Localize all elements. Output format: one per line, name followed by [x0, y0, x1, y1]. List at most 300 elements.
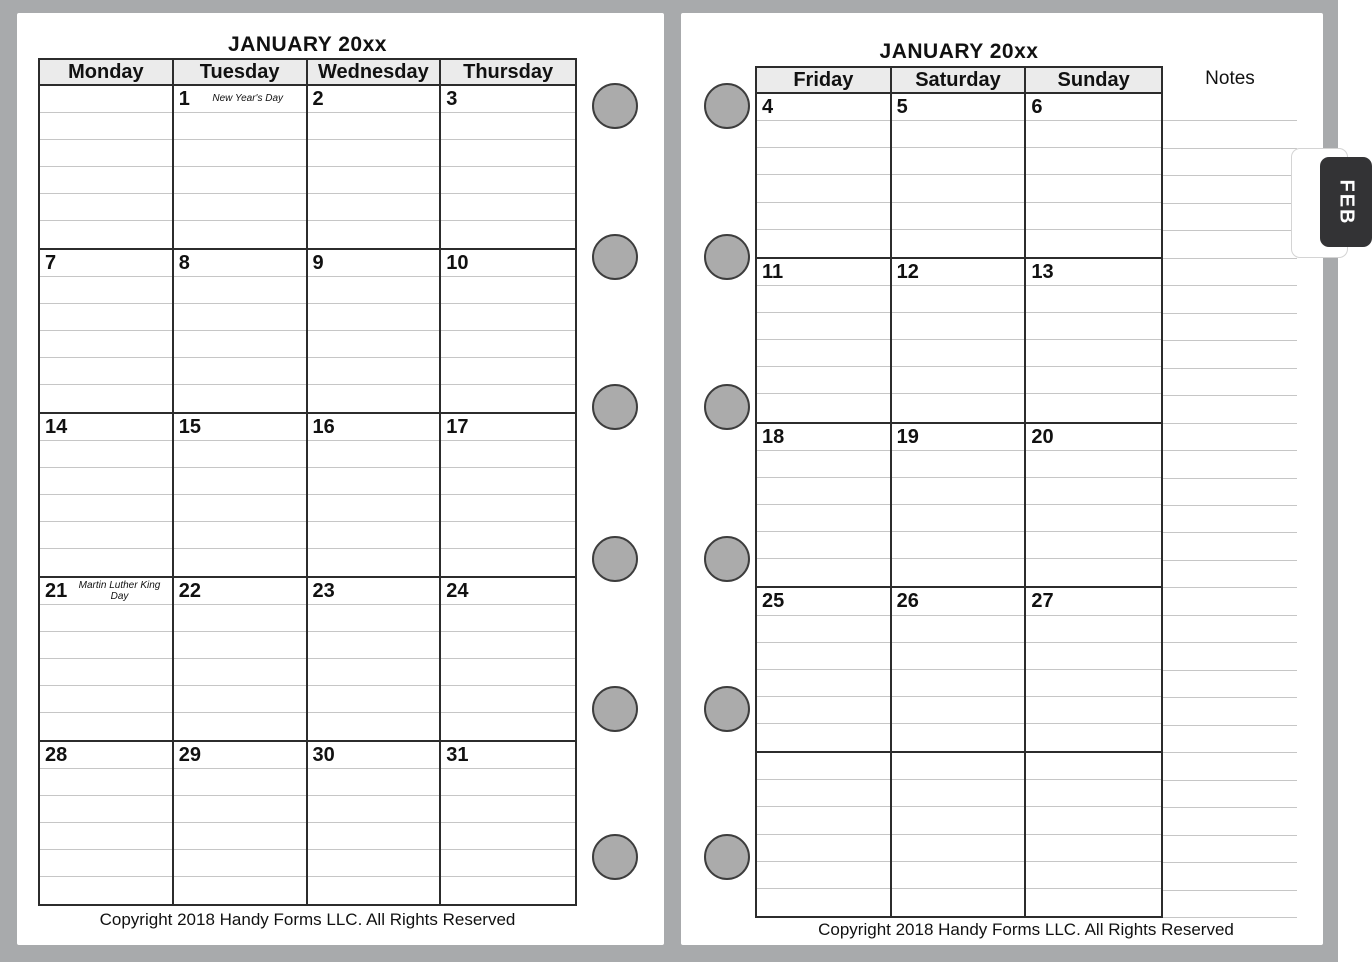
binder-hole — [704, 536, 750, 582]
notes-line — [1163, 863, 1297, 890]
writing-line — [174, 850, 306, 877]
left-calendar-body — [40, 86, 575, 904]
writing-line — [1026, 862, 1161, 889]
day-cell-23 — [308, 578, 442, 740]
day-number-row — [1026, 424, 1161, 451]
writing-line — [1026, 175, 1161, 202]
writing-line — [892, 697, 1025, 724]
writing-line — [757, 286, 890, 313]
writing-line — [40, 221, 172, 248]
writing-line — [174, 358, 306, 385]
writing-line — [308, 713, 440, 740]
day-number: 22 — [178, 580, 201, 602]
writing-line — [892, 203, 1025, 230]
day-number-row — [40, 414, 172, 441]
day-cell-21 — [40, 578, 174, 740]
day-number: 13 — [1031, 260, 1054, 283]
day-cell-empty — [1026, 753, 1161, 916]
writing-line — [174, 823, 306, 850]
writing-line — [892, 121, 1025, 148]
day-number: 8 — [178, 252, 190, 274]
writing-line — [757, 230, 890, 257]
day-cell-3 — [441, 86, 575, 248]
right-calendar-grid — [755, 66, 1163, 918]
writing-line — [441, 877, 575, 904]
day-number: 12 — [896, 260, 919, 283]
writing-line — [40, 522, 172, 549]
week-row — [757, 257, 1161, 422]
writing-line — [308, 522, 440, 549]
writing-line — [308, 277, 440, 304]
day-number: 29 — [178, 744, 201, 766]
writing-line — [308, 167, 440, 194]
day-number-row — [757, 94, 890, 121]
writing-line — [757, 175, 890, 202]
writing-line — [892, 616, 1025, 643]
writing-line — [40, 796, 172, 823]
writing-line — [441, 713, 575, 740]
month-tab-feb[interactable] — [1320, 157, 1372, 247]
day-number-row — [757, 588, 890, 615]
writing-line — [174, 441, 306, 468]
holiday-label: Martin Luther King Day — [78, 579, 161, 602]
writing-line — [892, 835, 1025, 862]
writing-line — [40, 850, 172, 877]
writing-line — [757, 889, 890, 916]
writing-line — [441, 632, 575, 659]
writing-line — [1026, 148, 1161, 175]
writing-line — [1026, 203, 1161, 230]
writing-line — [892, 862, 1025, 889]
writing-line — [1026, 532, 1161, 559]
day-number: 5 — [896, 96, 908, 119]
day-number: 24 — [446, 580, 469, 602]
day-number-row — [757, 259, 890, 286]
writing-line — [308, 331, 440, 358]
notes-line — [1163, 149, 1297, 176]
day-cell-6 — [1026, 94, 1161, 257]
day-cell-9 — [308, 250, 442, 412]
writing-line — [757, 643, 890, 670]
writing-line — [1026, 340, 1161, 367]
day-cell-14 — [40, 414, 174, 576]
writing-line — [441, 113, 575, 140]
week-row — [757, 751, 1161, 916]
day-number-row — [40, 742, 172, 769]
writing-line — [441, 769, 575, 796]
writing-line — [40, 686, 172, 713]
copyright-left: Copyright 2018 Handy Forms LLC. All Rights Reserved — [99, 910, 516, 929]
writing-line — [757, 697, 890, 724]
day-number-row — [174, 86, 306, 113]
day-number: 6 — [1031, 96, 1043, 119]
writing-line — [1026, 835, 1161, 862]
week-row — [40, 248, 575, 412]
writing-line — [441, 441, 575, 468]
writing-line — [441, 522, 575, 549]
writing-line — [308, 659, 440, 686]
writing-line — [40, 331, 172, 358]
writing-line — [1026, 889, 1161, 916]
day-cell-20 — [1026, 424, 1161, 587]
notes-line — [1163, 891, 1297, 918]
day-number-row — [174, 250, 306, 277]
writing-line — [174, 167, 306, 194]
notes-line — [1163, 176, 1297, 203]
left-page — [17, 13, 664, 945]
binder-hole — [704, 384, 750, 430]
day-header-thursday: Thursday — [463, 60, 554, 83]
day-cell-31 — [441, 742, 575, 904]
writing-line — [174, 468, 306, 495]
writing-line — [757, 340, 890, 367]
writing-line — [757, 807, 890, 834]
notes-line — [1163, 94, 1297, 121]
day-number-row — [1026, 94, 1161, 121]
day-number-row — [892, 259, 1025, 286]
writing-line — [40, 632, 172, 659]
day-number-row — [174, 414, 306, 441]
day-number-row — [40, 86, 172, 113]
day-cell-24 — [441, 578, 575, 740]
writing-line — [174, 605, 306, 632]
notes-line — [1163, 231, 1297, 258]
day-number-row — [1026, 753, 1161, 780]
day-number-row — [40, 250, 172, 277]
week-row — [40, 576, 575, 740]
notes-line — [1163, 396, 1297, 423]
writing-line — [441, 823, 575, 850]
notes-line — [1163, 341, 1297, 368]
day-number: 16 — [312, 416, 335, 438]
writing-line — [40, 659, 172, 686]
writing-line — [1026, 478, 1161, 505]
writing-line — [757, 451, 890, 478]
day-number: 3 — [446, 88, 458, 110]
right-calendar-body — [757, 94, 1161, 916]
writing-line — [892, 478, 1025, 505]
writing-line — [441, 850, 575, 877]
day-cell-15 — [174, 414, 308, 576]
notes-line — [1163, 204, 1297, 231]
day-cell-18 — [757, 424, 892, 587]
day-number: 21 — [45, 580, 68, 602]
week-row — [40, 740, 575, 904]
writing-line — [308, 632, 440, 659]
day-number-row — [757, 424, 890, 451]
writing-line — [1026, 505, 1161, 532]
writing-line — [40, 769, 172, 796]
day-number-row — [1026, 588, 1161, 615]
writing-line — [40, 385, 172, 412]
writing-line — [308, 605, 440, 632]
writing-line — [441, 495, 575, 522]
writing-line — [308, 194, 440, 221]
writing-line — [174, 632, 306, 659]
day-number-row — [892, 588, 1025, 615]
notes-line — [1163, 121, 1297, 148]
writing-line — [757, 148, 890, 175]
writing-line — [441, 358, 575, 385]
holiday-label: New Year's Day — [212, 93, 284, 105]
week-row — [40, 86, 575, 248]
day-cell-2 — [308, 86, 442, 248]
writing-line — [757, 505, 890, 532]
notes-line — [1163, 643, 1297, 670]
day-cell-empty — [40, 86, 174, 248]
day-number: 15 — [178, 416, 201, 438]
writing-line — [441, 659, 575, 686]
day-cell-13 — [1026, 259, 1161, 422]
writing-line — [308, 358, 440, 385]
day-number: 14 — [45, 416, 68, 438]
writing-line — [892, 532, 1025, 559]
day-header-tuesday: Tuesday — [174, 60, 308, 84]
day-number-row — [441, 250, 575, 277]
writing-line — [40, 468, 172, 495]
writing-line — [174, 659, 306, 686]
writing-line — [174, 194, 306, 221]
day-number: 2 — [312, 88, 324, 110]
writing-line — [174, 113, 306, 140]
day-cell-empty — [757, 753, 892, 916]
writing-line — [892, 670, 1025, 697]
writing-line — [308, 140, 440, 167]
writing-line — [892, 780, 1025, 807]
writing-line — [40, 113, 172, 140]
writing-line — [308, 686, 440, 713]
writing-line — [40, 605, 172, 632]
writing-line — [757, 478, 890, 505]
day-number: 7 — [45, 252, 57, 274]
writing-line — [892, 340, 1025, 367]
notes-line — [1163, 506, 1297, 533]
writing-line — [1026, 286, 1161, 313]
day-cell-10 — [441, 250, 575, 412]
writing-line — [308, 113, 440, 140]
day-number: 17 — [446, 416, 469, 438]
writing-line — [892, 505, 1025, 532]
writing-line — [892, 394, 1025, 421]
day-cell-1 — [174, 86, 308, 248]
writing-line — [308, 385, 440, 412]
writing-line — [1026, 807, 1161, 834]
binder-hole — [704, 234, 750, 280]
writing-line — [174, 140, 306, 167]
day-cell-22 — [174, 578, 308, 740]
day-cell-7 — [40, 250, 174, 412]
binder-hole — [704, 686, 750, 732]
writing-line — [892, 643, 1025, 670]
notes-heading: Notes — [1205, 68, 1255, 89]
day-header-saturday: Saturday — [892, 68, 1027, 92]
day-cell-4 — [757, 94, 892, 257]
notes-line — [1163, 753, 1297, 780]
writing-line — [308, 850, 440, 877]
day-number: 20 — [1031, 425, 1054, 448]
binder-hole — [704, 83, 750, 129]
writing-line — [40, 358, 172, 385]
day-number-row — [174, 578, 306, 605]
writing-line — [892, 148, 1025, 175]
day-number: 26 — [896, 590, 919, 613]
writing-line — [308, 304, 440, 331]
day-number: 18 — [762, 425, 785, 448]
writing-line — [1026, 313, 1161, 340]
writing-line — [441, 686, 575, 713]
writing-line — [892, 724, 1025, 751]
writing-line — [174, 304, 306, 331]
writing-line — [1026, 451, 1161, 478]
left-calendar-grid — [38, 58, 577, 906]
writing-line — [441, 277, 575, 304]
writing-line — [308, 549, 440, 576]
day-header-monday: Monday — [40, 60, 174, 84]
notes-line — [1163, 369, 1297, 396]
day-number: 23 — [312, 580, 335, 602]
notes-line — [1163, 533, 1297, 560]
writing-line — [892, 175, 1025, 202]
writing-line — [174, 713, 306, 740]
writing-line — [892, 313, 1025, 340]
writing-line — [892, 286, 1025, 313]
writing-line — [1026, 616, 1161, 643]
day-number-row — [308, 742, 440, 769]
writing-line — [757, 724, 890, 751]
notes-line — [1163, 616, 1297, 643]
day-cell-8 — [174, 250, 308, 412]
writing-line — [1026, 559, 1161, 586]
writing-line — [1026, 230, 1161, 257]
writing-line — [441, 194, 575, 221]
day-header-friday: Friday — [757, 68, 892, 92]
notes-line — [1163, 781, 1297, 808]
day-number: 27 — [1031, 590, 1054, 613]
day-cell-26 — [892, 588, 1027, 751]
writing-line — [174, 331, 306, 358]
day-header-sunday: Sunday — [1057, 68, 1130, 91]
right-day-header-row — [757, 68, 1161, 94]
writing-line — [174, 796, 306, 823]
writing-line — [892, 230, 1025, 257]
day-number-row — [174, 742, 306, 769]
copyright-right: Copyright 2018 Handy Forms LLC. All Rights Reserved — [818, 920, 1234, 939]
writing-line — [1026, 394, 1161, 421]
notes-line — [1163, 671, 1297, 698]
notes-line — [1163, 808, 1297, 835]
binder-hole — [592, 83, 638, 129]
writing-line — [441, 549, 575, 576]
day-cell-19 — [892, 424, 1027, 587]
binder-hole — [592, 234, 638, 280]
binder-hole — [704, 834, 750, 880]
day-number: 25 — [762, 590, 785, 613]
week-row — [40, 412, 575, 576]
writing-line — [1026, 697, 1161, 724]
writing-line — [757, 394, 890, 421]
writing-line — [1026, 367, 1161, 394]
writing-line — [441, 468, 575, 495]
writing-line — [174, 686, 306, 713]
writing-line — [308, 796, 440, 823]
day-number-row — [308, 578, 440, 605]
day-number: 11 — [762, 260, 784, 283]
notes-line — [1163, 259, 1297, 286]
writing-line — [441, 605, 575, 632]
day-number-row — [441, 742, 575, 769]
writing-line — [892, 451, 1025, 478]
day-number-row — [892, 753, 1025, 780]
binder-hole — [592, 536, 638, 582]
writing-line — [174, 221, 306, 248]
writing-line — [1026, 780, 1161, 807]
writing-line — [757, 616, 890, 643]
writing-line — [441, 140, 575, 167]
binder-hole — [592, 834, 638, 880]
notes-line — [1163, 698, 1297, 725]
day-number-row — [308, 86, 440, 113]
writing-line — [441, 304, 575, 331]
notes-line — [1163, 479, 1297, 506]
day-cell-25 — [757, 588, 892, 751]
day-number-row — [892, 94, 1025, 121]
notes-ruled-area — [1163, 94, 1297, 918]
writing-line — [40, 495, 172, 522]
writing-line — [40, 713, 172, 740]
writing-line — [757, 862, 890, 889]
writing-line — [757, 313, 890, 340]
writing-line — [1026, 724, 1161, 751]
day-number-row — [892, 424, 1025, 451]
writing-line — [892, 807, 1025, 834]
writing-line — [441, 385, 575, 412]
writing-line — [174, 277, 306, 304]
day-cell-16 — [308, 414, 442, 576]
day-header-wednesday: Wednesday — [308, 60, 442, 84]
writing-line — [40, 823, 172, 850]
notes-line — [1163, 561, 1297, 588]
writing-line — [174, 769, 306, 796]
day-cell-12 — [892, 259, 1027, 422]
writing-line — [174, 549, 306, 576]
writing-line — [757, 532, 890, 559]
day-number-row — [40, 578, 172, 605]
writing-line — [308, 221, 440, 248]
day-number: 30 — [312, 744, 335, 766]
writing-line — [308, 441, 440, 468]
notes-line — [1163, 451, 1297, 478]
writing-line — [757, 559, 890, 586]
writing-line — [757, 670, 890, 697]
writing-line — [1026, 643, 1161, 670]
notes-line — [1163, 726, 1297, 753]
day-cell-empty — [892, 753, 1027, 916]
day-number-row — [1026, 259, 1161, 286]
writing-line — [40, 277, 172, 304]
right-page — [681, 13, 1323, 945]
writing-line — [40, 549, 172, 576]
day-number: 4 — [762, 96, 774, 119]
day-cell-29 — [174, 742, 308, 904]
left-page-title: JANUARY 20xx — [228, 33, 387, 56]
writing-line — [308, 468, 440, 495]
writing-line — [174, 877, 306, 904]
day-number: 1 — [178, 88, 190, 110]
day-cell-5 — [892, 94, 1027, 257]
week-row — [757, 422, 1161, 587]
day-number: 19 — [896, 425, 919, 448]
writing-line — [757, 367, 890, 394]
